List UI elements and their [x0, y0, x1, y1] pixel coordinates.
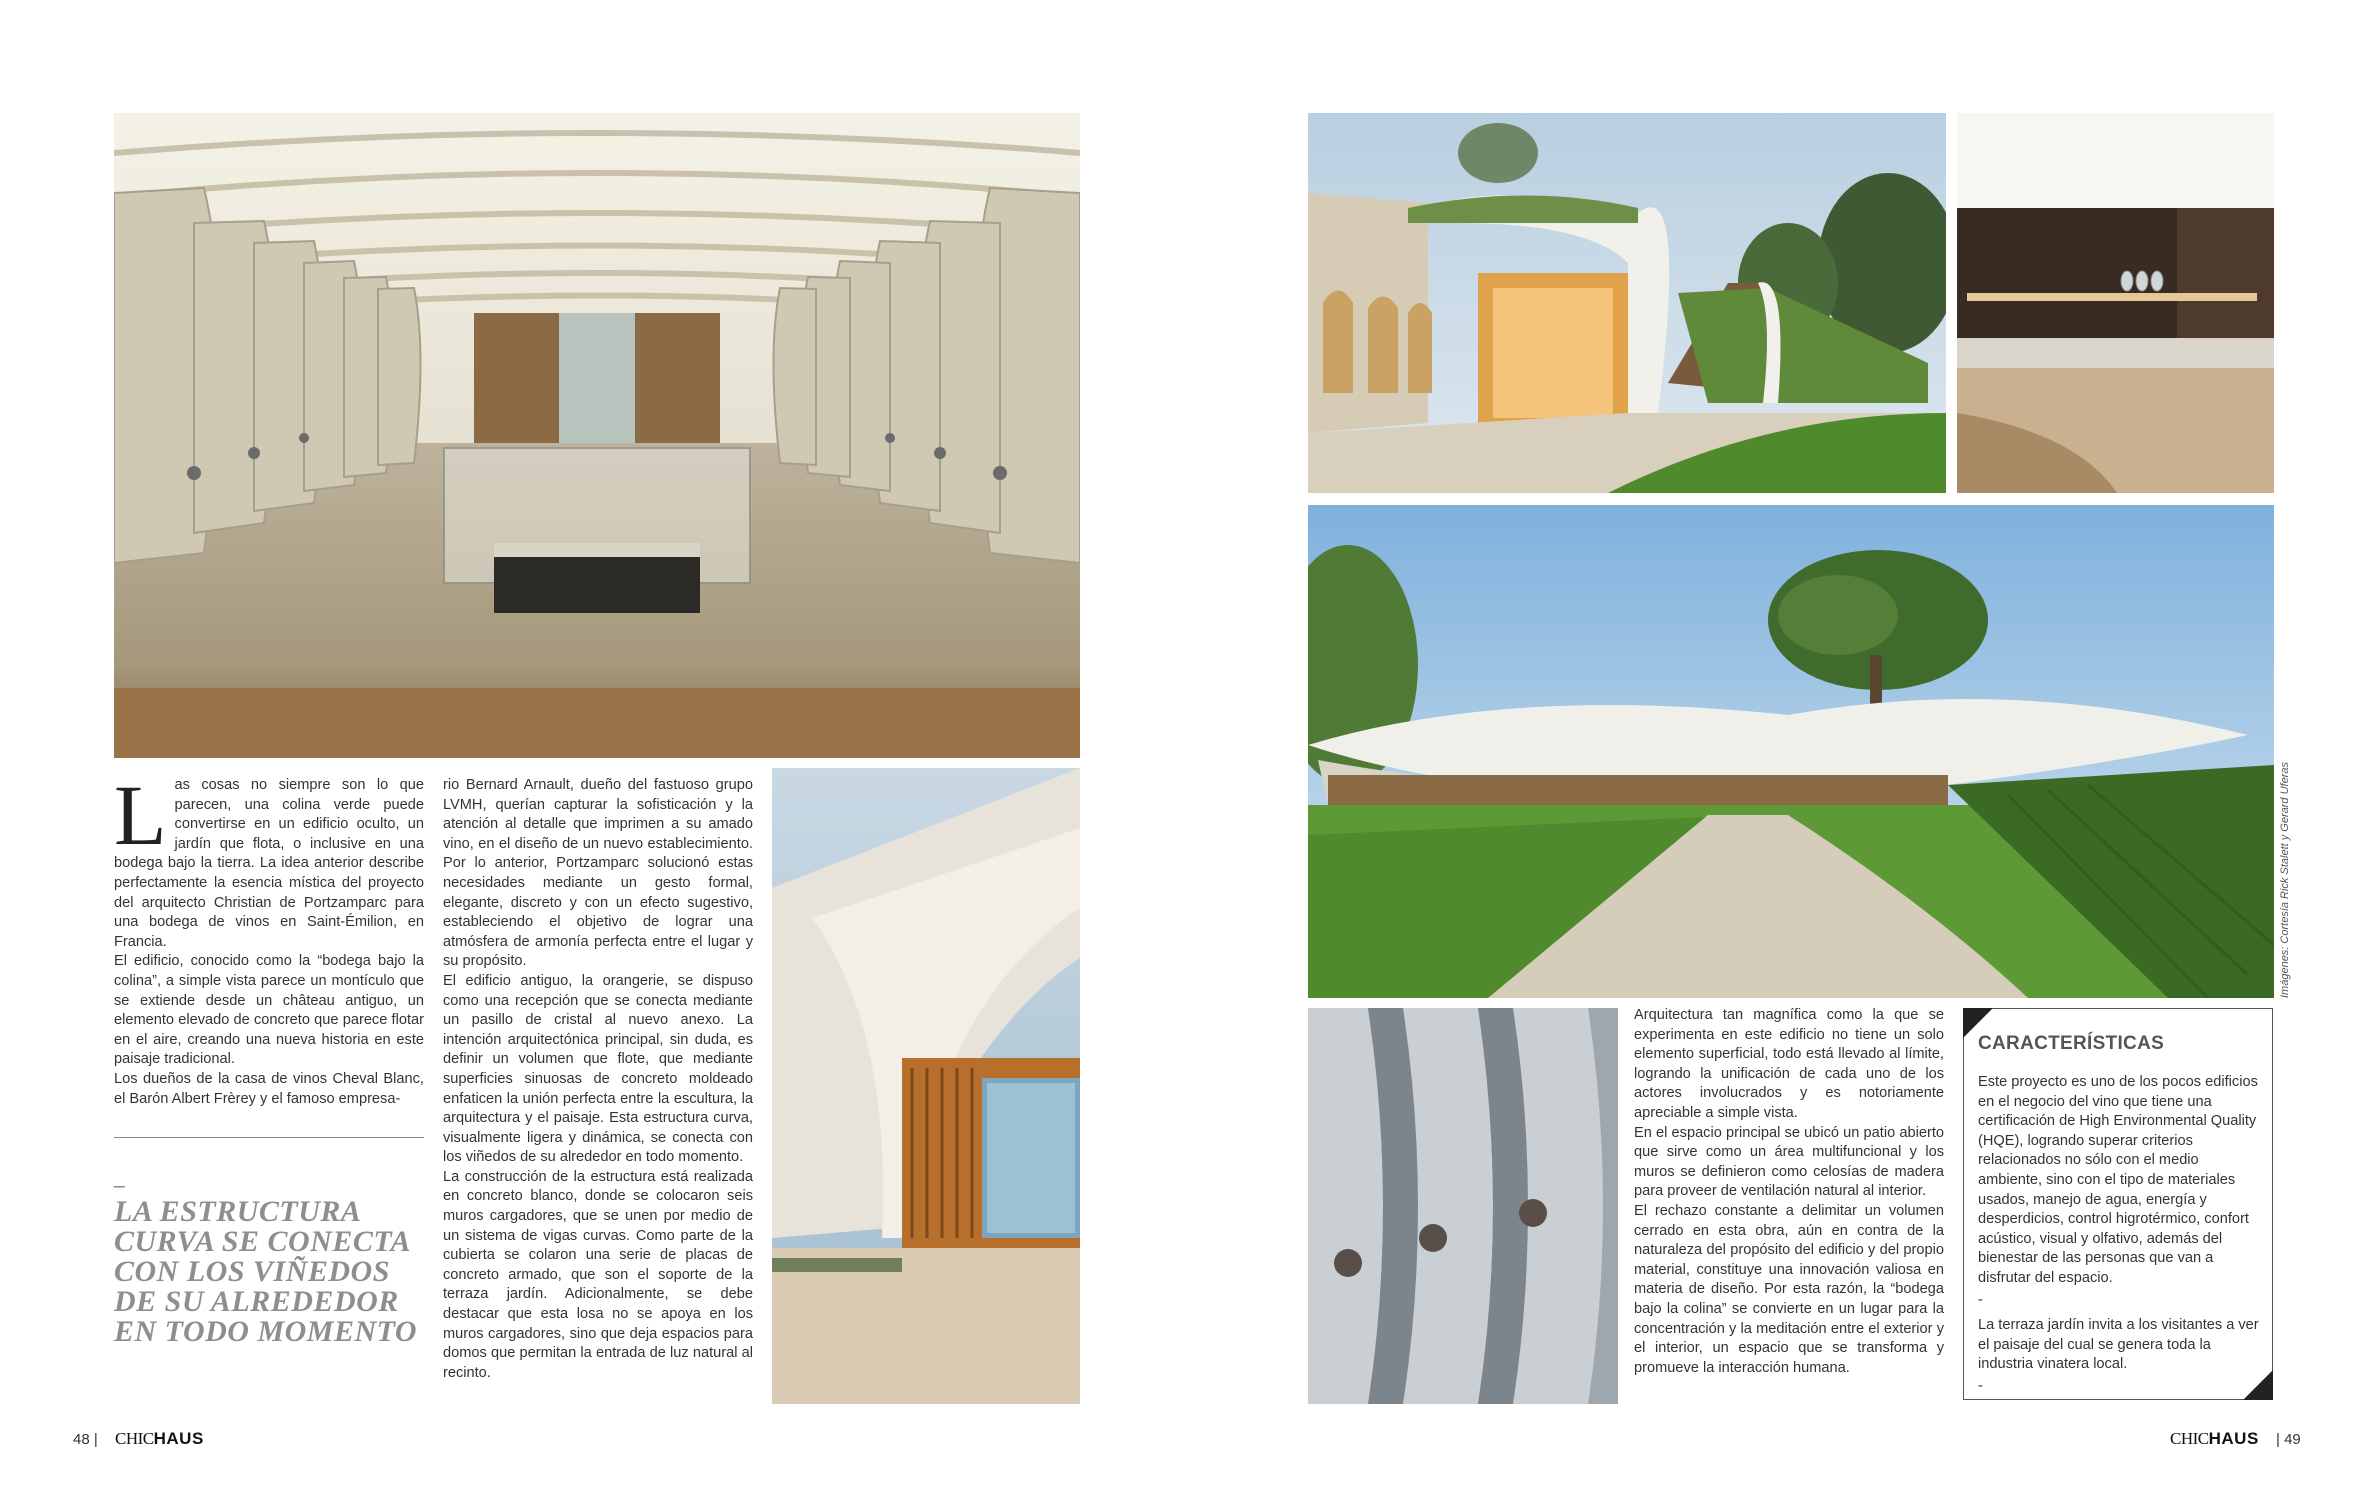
photo-cellar-hall: [114, 113, 1080, 758]
body-paragraph: En el espacio principal se ubicó un patio abierto que sirve como un área multifuncional y los muros se definieron como celosías de madera para proveer de ventilación natural al interior.: [1634, 1124, 1944, 1200]
photo-credit: Imágenes: Cortesía Rick Stalett y Gerard Uferas: [2279, 762, 2291, 998]
right-column: [1634, 1006, 1944, 1378]
pull-quote: LA ESTRUCTURA CURVA SE CONECTA CON LOS VIÑEDOS DE SU ALREDEDOR EN TODO MOMENTO: [114, 1195, 418, 1348]
body-paragraph: La construcción de la estructura está realizada en concreto blanco, donde se colocaron seis muros cargadores, que se unen por medio de un sistema de vigas curvas. Como parte de la cubierta se colaron una serie de placas de concreto armado, que son el soporte de la terraza jardín. Adicionalmente, se debe destacar que esta losa no se apoya en los muros cargadores, sino que deja espacios para domos que permitan la entrada de luz natural al recinto.: [443, 1168, 753, 1381]
body-paragraph: Arquitectura tan magnífica como la que se experimenta en este edificio no tiene un solo elemento superficial, todo está llevado al límite, logrando la unificación de cada uno de los actores involucrados y es notoriamente apreciable a simple vista.: [1634, 1007, 1944, 1121]
body-paragraph: Los dueños de la casa de vinos Cheval Blanc, el Barón Albert Frèrey y el famoso empresa-: [114, 1070, 424, 1107]
features-content: [1978, 1033, 2260, 1397]
features-box: [1963, 1008, 2273, 1400]
logo-chic: CHIC: [2170, 1429, 2209, 1448]
logo-chic: CHIC: [115, 1429, 154, 1448]
body-paragraph: El rechazo constante a delimitar un volumen cerrado en esta obra, aún en contra de la naturaleza del propósito del edificio y del propio material, constituye una innovación valiosa en materia de diseño. Por esta razón, la “bodega bajo la colina” se convierte en un lugar para la concentración y la meditación entre el exterior y el interior, un espacio que se transforma y promueve la interacción humana.: [1634, 1202, 1944, 1376]
magazine-logo-right: [2170, 1429, 2259, 1449]
page-number-left: 48 |: [73, 1431, 98, 1448]
page-number-right: | 49: [2276, 1431, 2301, 1448]
magazine-logo-left: [115, 1429, 204, 1449]
photo-tasting-room: [1957, 113, 2274, 493]
body-paragraph: El edificio, conocido como la “bodega bajo la colina”, a simple vista parece un montículo que se extiende desde un château antiguo, un elemento elevado de concreto que parece flotar en el aire, creando una nueva historia en este paisaje tradicional.: [114, 953, 424, 1068]
features-title: CARACTERÍSTICAS: [1978, 1033, 2165, 1054]
photo-building-exterior: [1308, 113, 1946, 493]
logo-haus: HAUS: [2208, 1429, 2259, 1448]
drop-cap: L: [114, 767, 167, 863]
pull-quote-dash: –: [114, 1172, 126, 1197]
features-paragraph: Este proyecto es uno de los pocos edificios en el negocio del vino que tiene una certificación de High Environmental Quality (HQE), logrando superar criterios relacionados no sólo con el medio ambiente, sino con el tipo de materiales usados, manejo de agua, energía y desperdicios, control higrotérmico, confort acústico, visual y olfativo, además del bienestar de las personas que van a disfrutar del espacio.: [1978, 1074, 2258, 1286]
pull-quote-rule: [114, 1137, 424, 1138]
features-paragraph: La terraza jardín invita a los visitantes a ver el paisaje del cual se genera toda la industria vinatera local.: [1978, 1317, 2259, 1373]
left-column-2: [443, 776, 753, 1383]
logo-haus: HAUS: [153, 1429, 204, 1448]
body-paragraph: El edificio antiguo, la orangerie, se dispuso como una recepción que se conecta mediante un pasillo de cristal al nuevo anexo. La intención arquitectónica principal, sin duda, es definir un volumen que flote, que mediante superficies sinuosas de concreto moldeado enfaticen la unión perfecta entre la escultura, la arquitectura y el paisaje. Esta estructura curva, visualmente ligera y dinámica, se conecta con los viñedos de su alrededor en todo momento.: [443, 972, 753, 1166]
left-column-1: [114, 767, 424, 1109]
features-separator: -: [1978, 1291, 1983, 1308]
photo-landscape-tree: [1308, 505, 2274, 998]
body-paragraph: as cosas no siempre son lo que parecen, una colina verde puede convertirse en un edificio oculto, un jardín que flota, o inclusive en una bodega bajo la tierra. La idea anterior describe perfectamente la esencia mística del proyecto del arquitecto Christian de Portzamparc para una bodega de vinos en Saint-Émilion, en Francia.: [114, 777, 424, 950]
features-separator: -: [1978, 1377, 1983, 1394]
photo-curved-roof: [772, 768, 1080, 1404]
body-paragraph: rio Bernard Arnault, dueño del fastuoso grupo LVMH, querían capturar la sofisticación y la atención al detalle que imprimen a su amado vino, en el diseño de un nuevo establecimiento. Por lo anterior, Portzamparc solucionó estas necesidades mediante un gesto formal, elegante, discreto y con un efecto sugestivo, estableciendo el objetivo de lograr una atmósfera de armonía perfecta entre el lugar y su propósito.: [443, 777, 753, 970]
photo-steel-tanks: [1308, 1008, 1618, 1404]
